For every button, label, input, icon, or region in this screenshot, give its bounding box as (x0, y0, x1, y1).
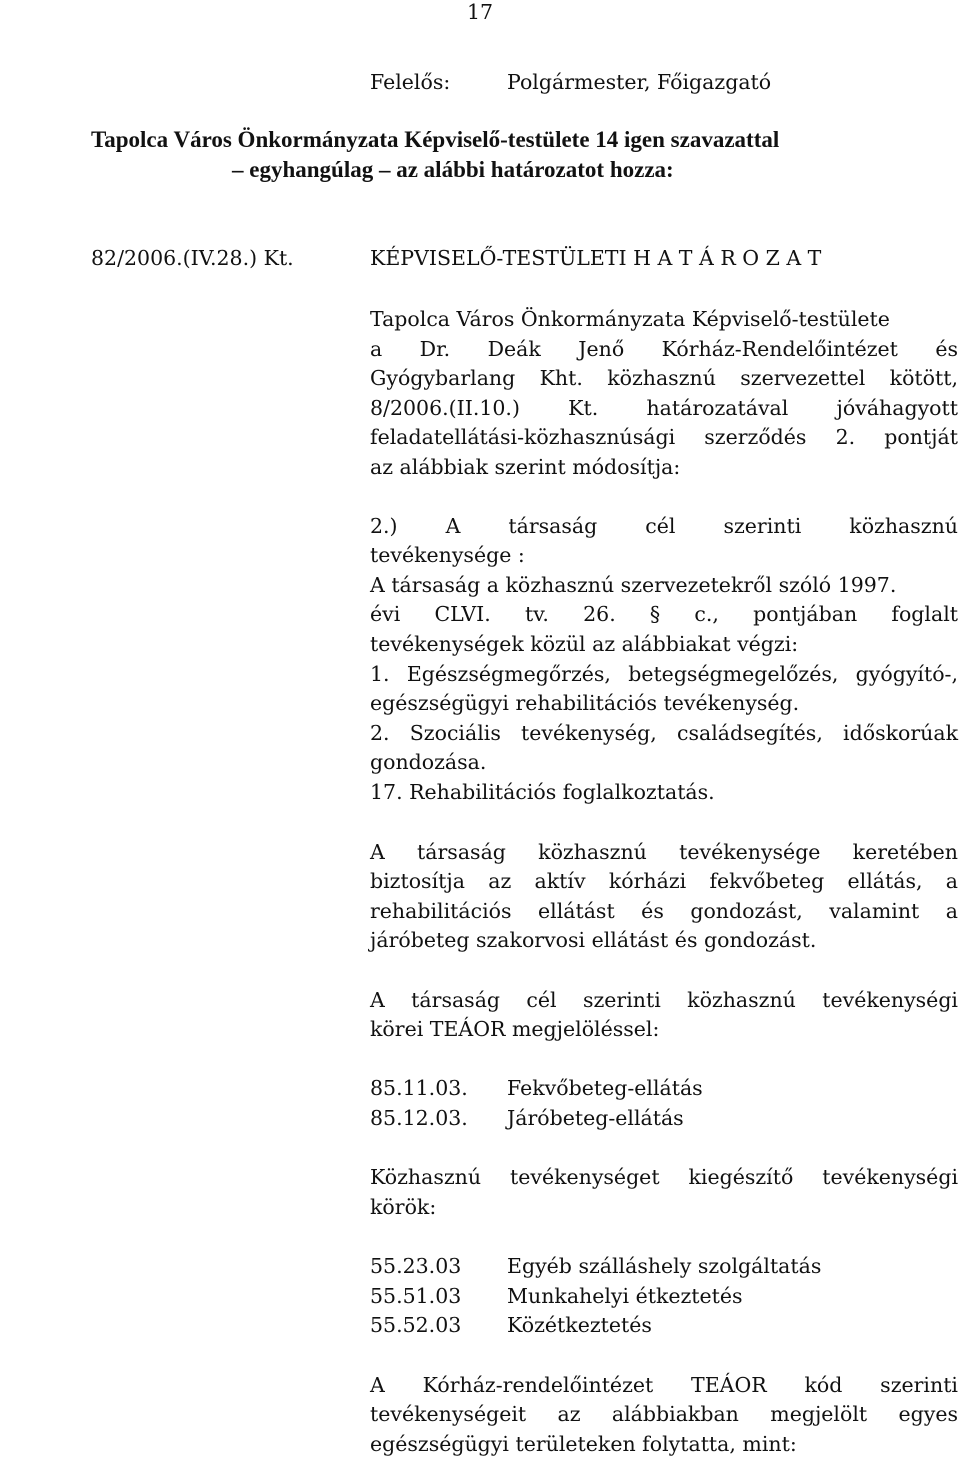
intro-line: 8/2006.(II.10.) Kt. határozatával jóváhagyott (370, 396, 958, 420)
activity-line: biztosítja az aktív kórházi fekvőbeteg ellátás, a (370, 869, 958, 893)
teaor-main-code: 85.11.03. (370, 1076, 468, 1100)
teaor-intro-line: körei TEÁOR megjelöléssel: (370, 1017, 660, 1041)
teaor-main-code: 85.12.03. (370, 1106, 468, 1130)
closing-line: A Kórház-rendelőintézet TEÁOR kód szerinti (370, 1373, 958, 1397)
resolution-number: 82/2006.(IV.28.) Kt. (91, 246, 294, 270)
vote-line-1: Tapolca Város Önkormányzata Képviselő-testülete 14 igen szavazattal (91, 127, 780, 152)
vote-line-2: – egyhangúlag – az alábbi határozatot hozza: (232, 157, 674, 182)
intro-line: Tapolca Város Önkormányzata Képviselő-testülete (370, 307, 890, 331)
teaor-intro-line: A társaság cél szerinti közhasznú tevékenységi (370, 988, 958, 1012)
responsible-label: Felelős: (370, 70, 451, 94)
section2-line: tevékenységek közül az alábbiakat végzi: (370, 632, 799, 656)
intro-line: feladatellátási-közhasznúsági szerződés 2. pontját (370, 425, 958, 449)
teaor-supp-code: 55.51.03 (370, 1284, 462, 1308)
section2-line: tevékenysége : (370, 543, 525, 567)
teaor-supp-code: 55.23.03 (370, 1254, 462, 1278)
intro-line: Gyógybarlang Kht. közhasznú szervezettel kötött, (370, 366, 958, 390)
activity-line: rehabilitációs ellátást és gondozást, valamint a (370, 899, 958, 923)
section2-line: 17. Rehabilitációs foglalkoztatás. (370, 780, 715, 804)
section2-line: 1. Egészségmegőrzés, betegségmegelőzés, gyógyító-, (370, 662, 958, 686)
closing-line: tevékenységeit az alábbiakban megjelölt egyes (370, 1402, 958, 1426)
teaor-main-label: Fekvőbeteg-ellátás (507, 1076, 703, 1100)
resolution-heading: KÉPVISELŐ-TESTÜLETI H A T Á R O Z A T (370, 246, 822, 270)
closing-line: egészségügyi területeken folytatta, mint: (370, 1432, 797, 1456)
activity-line: A társaság közhasznú tevékenysége keretében (370, 840, 958, 864)
intro-line: a Dr. Deák Jenő Kórház-Rendelőintézet és (370, 337, 958, 361)
teaor-main-label: Járóbeteg-ellátás (507, 1106, 684, 1130)
section2-line: évi CLVI. tv. 26. § c., pontjában foglalt (370, 602, 958, 626)
section2-line: 2.) A társaság cél szerinti közhasznú (370, 514, 958, 538)
teaor-supp-code: 55.52.03 (370, 1313, 462, 1337)
page-number: 17 (467, 0, 494, 24)
responsible-value: Polgármester, Főigazgató (507, 70, 772, 94)
intro-line: az alábbiak szerint módosítja: (370, 455, 681, 479)
section2-line: egészségügyi rehabilitációs tevékenység. (370, 691, 800, 715)
supplementary-intro-line: Közhasznú tevékenységet kiegészítő tevékenységi (370, 1165, 958, 1189)
section2-line: A társaság a közhasznú szervezetekről szóló 1997. (370, 573, 897, 597)
section2-line: 2. Szociális tevékenység, családsegítés, időskorúak (370, 721, 958, 745)
teaor-supp-label: Munkahelyi étkeztetés (507, 1284, 743, 1308)
teaor-supp-label: Közétkeztetés (507, 1313, 652, 1337)
teaor-supp-label: Egyéb szálláshely szolgáltatás (507, 1254, 822, 1278)
section2-line: gondozása. (370, 750, 487, 774)
supplementary-intro-line: körök: (370, 1195, 437, 1219)
activity-line: járóbeteg szakorvosi ellátást és gondozást. (370, 928, 817, 952)
